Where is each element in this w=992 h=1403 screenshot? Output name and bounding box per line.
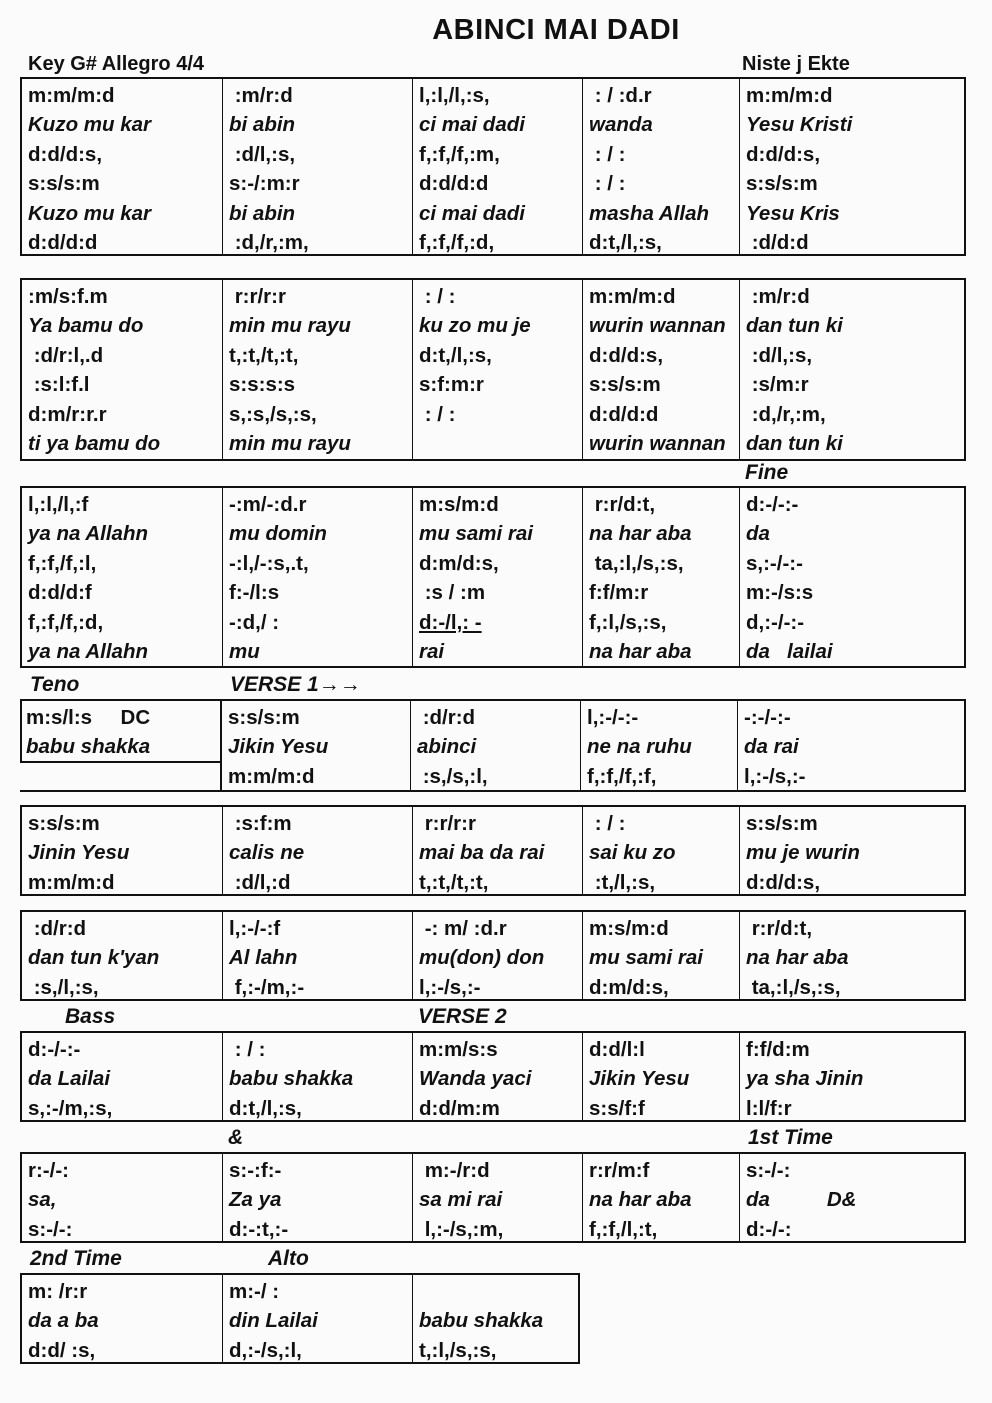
lyric-line: mu je wurin [746, 841, 860, 865]
solfa-line: t,:t,/t,:t, [229, 343, 299, 367]
lyric-line: sa, [28, 1188, 57, 1212]
lyric-line: Ya bamu do [28, 314, 144, 338]
solfa-line: s:s/s:m [28, 172, 100, 196]
lyric-line: bi abin [229, 201, 296, 225]
lyric-line: mu(don) don [419, 946, 545, 970]
solfa-line: f,:-/m,:- [229, 975, 305, 999]
solfa-line: l,:-/s,:- [744, 764, 806, 788]
solfa-line: r:r/m:f [589, 1159, 650, 1182]
solfa-line: d:d/d:s, [28, 142, 103, 166]
solfa-line: s,:-/m,:s, [28, 1096, 113, 1120]
measure-column [582, 807, 739, 894]
solfa-line: l,:-/s,:m, [419, 1217, 504, 1241]
lyric-line: mai ba da rai [419, 841, 545, 865]
solfa-line: d:d/m:m [419, 1096, 500, 1120]
solfa-line: s:s/s:m [228, 706, 300, 729]
segno-label: & [228, 1126, 244, 1149]
solfa-line: m:s/m:d [419, 493, 499, 516]
measure-column [412, 488, 582, 666]
measure-column [739, 488, 964, 666]
measure-column [582, 912, 739, 999]
solfa-line: d:m/d:s, [419, 551, 499, 575]
solfa-line: d:m/d:s, [589, 975, 669, 999]
measure-column [582, 79, 739, 254]
measure-column [222, 488, 412, 666]
solfa-line: m:s/m:d [589, 917, 669, 940]
solfa-line: :t,/l,:s, [589, 870, 656, 894]
solfa-line: :d,/r,:m, [746, 402, 826, 426]
solfa-line: d:-/-: [746, 1217, 792, 1241]
solfa-line: f,:f,/f,:f, [587, 764, 657, 788]
measure-column [739, 79, 964, 254]
solfa-line: s:s/s:m [589, 373, 661, 397]
solfa-line: s:-/-: [746, 1159, 791, 1182]
solfa-line: :d/d:d [746, 230, 809, 254]
solfa-line: d:-/-:- [746, 493, 799, 516]
solfa-line: :d/r:d [417, 706, 476, 729]
lyric-line: rai [419, 639, 445, 663]
solfa-line: s:s/s:m [28, 812, 100, 835]
measure-column [22, 912, 222, 999]
lyric-line: ya sha Jinin [746, 1067, 864, 1091]
lyric-line: da D& [746, 1188, 857, 1212]
lyric-line: Wanda yaci [419, 1067, 532, 1091]
lyric-line: babu shakka [229, 1067, 354, 1091]
solfa-line: f,:f,/l,:t, [589, 1217, 658, 1241]
solfa-line: d,:-/-:- [746, 610, 805, 634]
measure-column [412, 912, 582, 999]
measure-column [22, 807, 222, 894]
lyric-line: wurin wannan [589, 314, 726, 338]
lyric-line: da Lailai [28, 1067, 111, 1091]
measure-column [412, 79, 582, 254]
solfa-line: :m/r:d [746, 285, 810, 308]
score-block [20, 1031, 966, 1122]
measure-column [222, 807, 412, 894]
solfa-line: s:s/s:m [746, 172, 818, 196]
measure-column [222, 1033, 412, 1120]
solfa-line: : / : [589, 172, 626, 196]
solfa-line: m:m/m:d [746, 84, 833, 107]
measure-column [222, 1154, 412, 1241]
solfa-line: ta,:l,/s,:s, [746, 975, 841, 999]
solfa-line: r:r/d:t, [746, 917, 813, 940]
lyric-line: abinci [417, 735, 477, 759]
second-time-label: 2nd Time [30, 1247, 122, 1270]
solfa-line: f,:f,/f,:m, [419, 142, 500, 166]
lyric-line: da a ba [28, 1309, 99, 1333]
solfa-line: f,:f,/f,:d, [28, 610, 104, 634]
solfa-line: r:r/d:t, [589, 493, 656, 516]
solfa-line: m:m/m:d [28, 84, 115, 107]
lyric-line: dan tun ki [746, 431, 843, 455]
solfa-line: f,:f,/f,:d, [419, 230, 495, 254]
solfa-line: d:-/l,: - [419, 610, 482, 634]
composer-name: Niste j Ekte [742, 53, 850, 75]
first-time-label: 1st Time [748, 1126, 833, 1149]
lyric-line: da lailai [746, 639, 833, 663]
solfa-line: m:m/m:d [228, 764, 315, 788]
lyric-line: da rai [744, 735, 799, 759]
solfa-line: f,:l,/s,:s, [589, 610, 667, 634]
lyric-line: na har aba [746, 946, 849, 970]
teno-label: Teno [30, 673, 80, 696]
lyric-line: wurin wannan [589, 431, 726, 455]
solfa-line: l:l/f:r [746, 1096, 792, 1120]
solfa-line: d:d/d:f [28, 581, 92, 605]
solfa-line: f:f/m:r [589, 581, 649, 605]
solfa-line: :d,/r,:m, [229, 230, 309, 254]
solfa-line: m:m/s:s [419, 1038, 498, 1061]
solfa-line: d:-/-:- [28, 1038, 81, 1061]
solfa-line: t,:l,/s,:s, [419, 1338, 497, 1362]
solfa-line: d:d/d:d [28, 230, 98, 254]
solfa-line [419, 1277, 578, 1306]
lyric-line: na har aba [589, 639, 692, 663]
solfa-line: s:s/f:f [589, 1096, 645, 1120]
lyric-line: min mu rayu [229, 431, 351, 455]
solfa-line: -:m/-:d.r [229, 493, 307, 516]
lyric-line: sai ku zo [589, 841, 676, 865]
lyric-line: din Lailai [229, 1309, 318, 1333]
solfa-line: s,:-/-:- [746, 551, 803, 575]
lyric-line: masha Allah [589, 201, 710, 225]
solfa-line: m: /r:r [28, 1280, 88, 1303]
lyric-line: bi abin [229, 113, 296, 137]
measure-column [410, 701, 580, 790]
measure-column [582, 280, 739, 459]
measure-column [739, 912, 964, 999]
measure-column [582, 1033, 739, 1120]
measure-column [580, 701, 737, 790]
solfa-line: l,:-/-:- [587, 706, 639, 729]
solfa-line: m:-/ : [229, 1280, 280, 1303]
lyric-line: calis ne [229, 841, 305, 865]
solfa-line: :s / :m [419, 581, 486, 605]
lyric-line: Jikin Yesu [228, 735, 329, 759]
solfa-line: ta,:l,/s,:s, [589, 551, 684, 575]
score-block [20, 77, 966, 256]
solfa-line: r:-/-: [28, 1159, 69, 1182]
solfa-line: m:-/s:s [746, 581, 814, 605]
solfa-line: s,:s,/s,:s, [229, 402, 317, 426]
solfa-line: : / : [419, 402, 456, 426]
solfa-line: -:l,/-:s,.t, [229, 551, 309, 575]
solfa-line: f:f/d:m [746, 1038, 810, 1061]
lyric-line: wanda [589, 113, 653, 137]
fine-label: Fine [745, 461, 789, 484]
measure-column [222, 912, 412, 999]
solfa-line: l,:-/-:f [229, 917, 281, 940]
lyric-line: ya na Allahn [28, 522, 148, 546]
solfa-line: s:s:s:s [229, 373, 296, 397]
solfa-line [26, 762, 220, 790]
solfa-line: -:-/-:- [744, 706, 791, 729]
solfa-line: m:s/l:s DC [26, 706, 151, 729]
lyric-line: dan tun k'yan [28, 946, 160, 970]
solfa-line: : / : [419, 285, 456, 308]
measure-column [222, 280, 412, 459]
solfa-line: s:s/s:m [746, 812, 818, 835]
solfa-line: f:-/l:s [229, 581, 280, 605]
lyric-line: mu sami rai [589, 946, 703, 970]
lyric-line: Za ya [229, 1188, 282, 1212]
song-title: ABINCI MAI DADI [432, 14, 680, 46]
measure-column [22, 280, 222, 459]
lyric-line: Al lahn [229, 946, 298, 970]
solfa-line: -:d,/ : [229, 610, 280, 634]
solfa-line: l,:l,/l,:f [28, 493, 89, 516]
solfa-line: d,:-/s,:l, [229, 1338, 302, 1362]
score-block [20, 910, 966, 1001]
lyric-line: Yesu Kris [746, 201, 840, 225]
measure-column [22, 1033, 222, 1120]
lyric-line: sa mi rai [419, 1188, 503, 1212]
measure-column [739, 280, 964, 459]
bass-label: Bass [65, 1005, 116, 1028]
solfa-line: m:m/m:d [28, 870, 115, 894]
measure-column [412, 1033, 582, 1120]
key-signature: Key G# Allegro 4/4 [28, 53, 204, 75]
solfa-line: :m/r:d [229, 84, 293, 107]
lyric-line: ci mai dadi [419, 113, 525, 137]
score-block [20, 278, 966, 461]
lyric-line: ci mai dadi [419, 201, 525, 225]
lyric-line: ne na ruhu [587, 735, 692, 759]
solfa-line: :d/r:l,.d [28, 343, 104, 367]
solfa-line: r:r/r:r [229, 285, 286, 308]
measure-column [412, 1154, 582, 1241]
solfa-line: s:f:m:r [419, 373, 484, 397]
solfa-line: d:-:t,:- [229, 1217, 289, 1241]
solfa-line: :d/r:d [28, 917, 87, 940]
solfa-line: :s,/l,:s, [28, 975, 99, 999]
alto-label: Alto [268, 1247, 309, 1270]
lyric-line: Yesu Kristi [746, 113, 853, 137]
score-block [20, 486, 966, 668]
verse1-label: VERSE 1→→ [230, 673, 361, 696]
solfa-line: :s:f:m [229, 812, 292, 835]
lyric-line: Kuzo mu kar [28, 113, 152, 137]
solfa-line: :s/m:r [746, 373, 809, 397]
solfa-line: r:r/r:r [419, 812, 476, 835]
solfa-line: l,:l,/l,:s, [419, 84, 490, 107]
solfa-line: :s,/s,:l, [417, 764, 488, 788]
solfa-line: s:-/-: [28, 1217, 73, 1241]
measure-column [22, 488, 222, 666]
lyric-line: ku zo mu je [419, 314, 531, 338]
solfa-line: s:-:f:- [229, 1159, 282, 1182]
lyric-line: babu shakka [26, 735, 151, 759]
measure-column [739, 1154, 964, 1241]
lyric-line: mu sami rai [419, 522, 533, 546]
lyric-line: mu domin [229, 522, 327, 546]
measure-column [222, 79, 412, 254]
solfa-line: d:d/l:l [589, 1038, 645, 1061]
lyric-line: na har aba [589, 522, 692, 546]
solfa-line: d:t,/l,:s, [419, 343, 492, 367]
solfa-line: f,:f,/f,:l, [28, 551, 97, 575]
solfa-line: d:t,/l,:s, [229, 1096, 302, 1120]
solfa-line: d:d/d:s, [589, 343, 664, 367]
solfa-line: -: m/ :d.r [419, 917, 507, 940]
lyric-line: Kuzo mu kar [28, 201, 152, 225]
solfa-line: d:m/r:r.r [28, 402, 107, 426]
solfa-line: m:-/r:d [419, 1159, 490, 1182]
lyric-line [419, 429, 582, 458]
score-block [20, 805, 966, 896]
teno-box [20, 699, 222, 763]
solfa-line: : / :d.r [589, 84, 652, 107]
solfa-line: d:d/d:d [589, 402, 659, 426]
solfa-line: d:d/d:d [419, 172, 489, 196]
solfa-line: s:-/:m:r [229, 172, 300, 196]
measure-column [220, 701, 410, 790]
measure-column [582, 1154, 739, 1241]
measure-column [412, 1275, 578, 1362]
solfa-line: l,:-/s,:- [419, 975, 481, 999]
verse2-label: VERSE 2 [418, 1005, 507, 1028]
score-block [20, 1152, 966, 1243]
score-block [20, 1273, 580, 1364]
solfa-line: : / : [589, 142, 626, 166]
lyric-line: na har aba [589, 1188, 692, 1212]
solfa-line: :d/l,:s, [229, 142, 296, 166]
solfa-line: : / : [229, 1038, 266, 1061]
solfa-line: :s:l:f.l [28, 373, 90, 397]
solfa-line: :d/l,:d [229, 870, 291, 894]
lyric-line: babu shakka [419, 1309, 544, 1333]
solfa-line: :d/l,:s, [746, 343, 813, 367]
solfa-line: d:t,/l,:s, [589, 230, 662, 254]
measure-column [412, 280, 582, 459]
solfa-line: d:d/d:s, [746, 142, 821, 166]
lyric-line: min mu rayu [229, 314, 351, 338]
measure-column [22, 79, 222, 254]
measure-column [737, 701, 964, 790]
measure-column [582, 488, 739, 666]
lyric-line: Jikin Yesu [589, 1067, 690, 1091]
measure-column [739, 1033, 964, 1120]
lyric-line: Jinin Yesu [28, 841, 130, 865]
solfa-line: d:d/ :s, [28, 1338, 96, 1362]
measure-column [739, 807, 964, 894]
measure-column [222, 1275, 412, 1362]
solfa-line: m:m/m:d [589, 285, 676, 308]
measure-column [412, 807, 582, 894]
lyric-line: da [746, 522, 770, 546]
measure-column [22, 1275, 222, 1362]
lyric-line: mu [229, 639, 260, 663]
lyric-line: ya na Allahn [28, 639, 148, 663]
measure-column [22, 1154, 222, 1241]
solfa-line: : / : [589, 812, 626, 835]
solfa-line: d:d/d:s, [746, 870, 821, 894]
lyric-line: ti ya bamu do [28, 431, 161, 455]
solfa-line: :m/s:f.m [28, 285, 108, 308]
lyric-line: dan tun ki [746, 314, 843, 338]
solfa-line: t,:t,/t,:t, [419, 870, 489, 894]
